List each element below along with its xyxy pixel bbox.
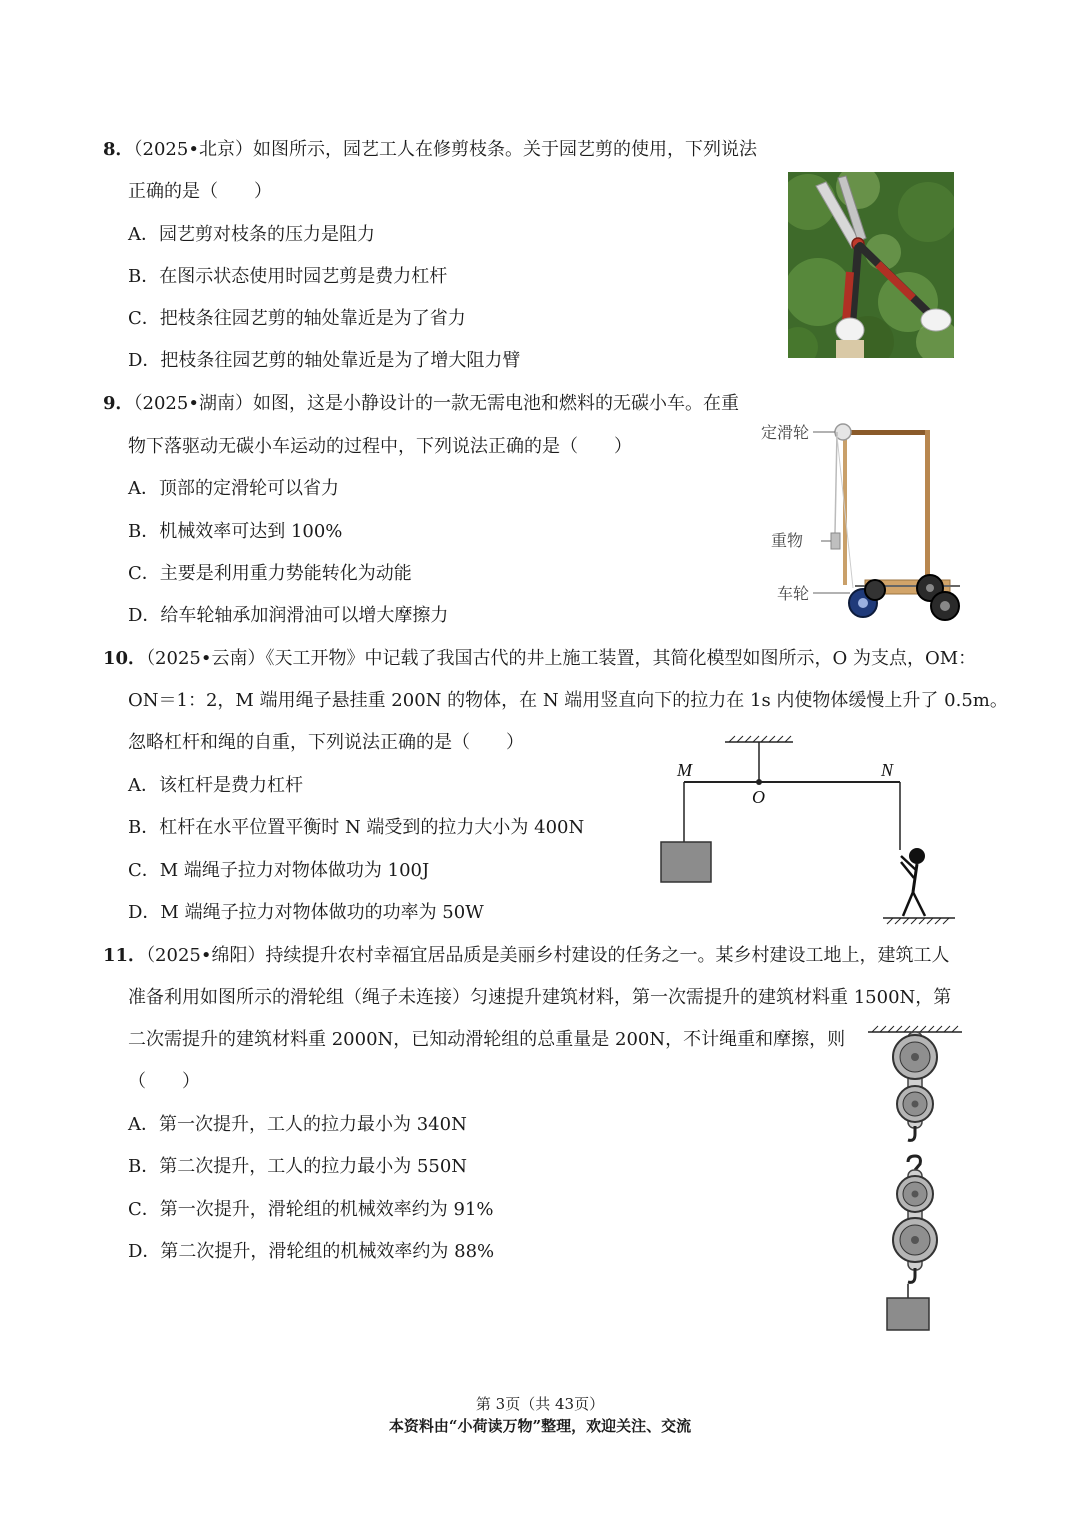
q10-option-c[interactable]: C．M 端绳子拉力对物体做功为 100J — [128, 860, 430, 881]
q10-stem-line1: 10．（2025•云南）《天工开物》中记载了我国古代的井上施工装置，其简化模型如图所示，O 为支点，OM： — [103, 648, 977, 669]
q11-stem-line1: 11．（2025•绵阳）持续提升农村幸福宜居品质是美丽乡村建设的任务之一。某乡村建设工地上，建筑工人 — [103, 945, 950, 966]
q10-option-d[interactable]: D．M 端绳子拉力对物体做功的功率为 50W — [128, 902, 484, 923]
lever-label-m: M — [677, 760, 692, 780]
q9-stem-line2: 物下落驱动无碳小车运动的过程中，下列说法正确的是（ ） — [128, 436, 632, 457]
q11-option-a[interactable]: A．第一次提升，工人的拉力最小为 340N — [128, 1114, 467, 1135]
lever-label-n: N — [881, 760, 894, 780]
garden-shears-photo — [788, 172, 954, 358]
footer-note: 本资料由“小荷读万物”整理，欢迎关注、交流 — [388, 1417, 692, 1435]
q9-option-c[interactable]: C．主要是利用重力势能转化为动能 — [128, 563, 412, 584]
q8-stem-line1: 8．（2025•北京）如图所示，园艺工人在修剪枝条。关于园艺剪的使用，下列说法 — [103, 139, 757, 160]
q11-option-d[interactable]: D．第二次提升，滑轮组的机械效率约为 88% — [128, 1241, 495, 1262]
q8-option-a[interactable]: A．园艺剪对枝条的压力是阻力 — [128, 224, 375, 245]
pulley-label: 定滑轮 — [761, 423, 810, 442]
lever-label-o: O — [752, 787, 765, 807]
q8-option-d[interactable]: D．把枝条往园艺剪的轴处靠近是为了增大阻力臂 — [128, 350, 521, 371]
q8-option-b[interactable]: B．在图示状态使用时园艺剪是费力杠杆 — [128, 266, 448, 287]
q11-option-b[interactable]: B．第二次提升，工人的拉力最小为 550N — [128, 1156, 468, 1177]
q10-stem-line2: ON＝1：2，M 端用绳子悬挂重 200N 的物体，在 N 端用竖直向下的拉力在 1s 内使物体缓慢上升了 0.5m。 — [128, 690, 1008, 711]
q11-option-c[interactable]: C．第一次提升，滑轮组的机械效率约为 91% — [128, 1199, 494, 1220]
q10-stem-line3: 忽略杠杆和绳的自重，下列说法正确的是（ ） — [128, 732, 524, 753]
q10-option-a[interactable]: A．该杠杆是费力杠杆 — [128, 775, 303, 796]
q9-option-a[interactable]: A．顶部的定滑轮可以省力 — [128, 478, 339, 499]
lever-figure — [655, 732, 965, 932]
q9-option-b[interactable]: B．机械效率可达到 100% — [128, 521, 343, 542]
q8-option-c[interactable]: C．把枝条往园艺剪的轴处靠近是为了省力 — [128, 308, 466, 329]
q11-stem-line2: 准备利用如图所示的滑轮组（绳子未连接）匀速提升建筑材料，第一次需提升的建筑材料重 1500N，第 — [128, 987, 952, 1008]
weight-label: 重物 — [771, 531, 804, 550]
q9-number: 9． — [103, 393, 134, 414]
page-number: 第 3页（共 43页） — [475, 1395, 605, 1413]
wheel-label: 车轮 — [777, 584, 810, 603]
q9-stem-line1: 9．（2025•湖南）如图，这是小静设计的一款无需电池和燃料的无碳小车。在重 — [103, 393, 739, 414]
q11-number: 11． — [103, 945, 147, 966]
q9-option-d[interactable]: D．给车轮轴承加润滑油可以增大摩擦力 — [128, 605, 449, 626]
q11-stem-line3: 二次需提升的建筑材料重 2000N，已知动滑轮组的总重量是 200N，不计绳重和摩擦，则 — [128, 1029, 846, 1050]
pulley-block-figure — [862, 1022, 968, 1338]
q8-number: 8． — [103, 139, 134, 160]
q8-stem-line2: 正确的是（ ） — [128, 181, 272, 202]
carbon-free-car-figure — [755, 418, 965, 630]
q10-number: 10． — [103, 648, 147, 669]
q11-stem-line4: （ ） — [128, 1071, 200, 1092]
q10-option-b[interactable]: B．杠杆在水平位置平衡时 N 端受到的拉力大小为 400N — [128, 817, 585, 838]
